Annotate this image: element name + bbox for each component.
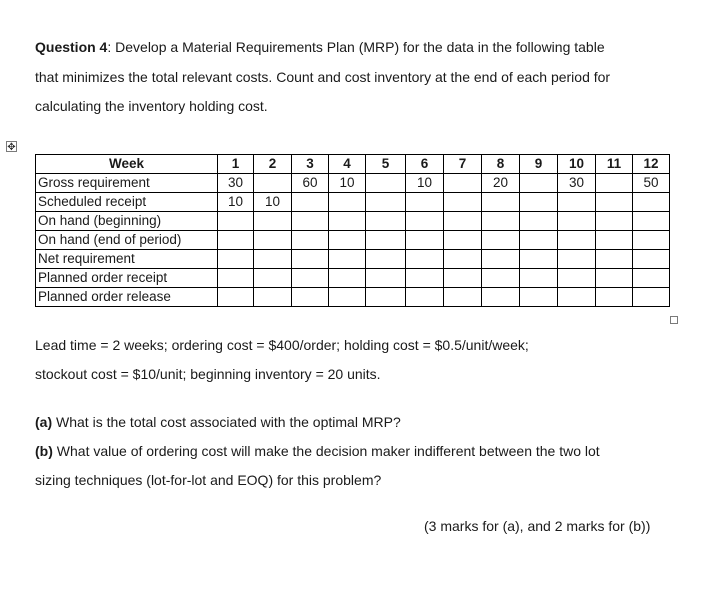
table-value-cell[interactable] [596, 269, 633, 288]
week-number-cell[interactable]: 10 [558, 155, 596, 174]
table-value-cell[interactable] [329, 250, 366, 269]
question-line-1-text: : Develop a Material Requirements Plan (MRP) for the data in the following table [107, 39, 605, 55]
table-header-row [36, 155, 670, 174]
week-number-cell[interactable]: 12 [633, 155, 670, 174]
question-line-1 [35, 39, 605, 55]
table-value-cell[interactable] [254, 288, 292, 307]
week-number-cell[interactable]: 11 [596, 155, 633, 174]
params-line-2: stockout cost = $10/unit; beginning inventory = 20 units. [35, 366, 381, 382]
table-value-cell[interactable] [406, 193, 444, 212]
table-value-cell[interactable] [596, 288, 633, 307]
part-b-text-1: What value of ordering cost will make the decision maker indifferent between the two lot [52, 443, 600, 459]
table-move-handle-icon[interactable]: ✥ [7, 142, 16, 153]
week-number-cell[interactable]: 5 [366, 155, 406, 174]
week-header[interactable]: Week [36, 155, 218, 174]
table-value-cell[interactable] [520, 174, 558, 193]
table-value-cell[interactable] [482, 212, 520, 231]
table-value-cell[interactable] [633, 288, 670, 307]
mrp-table [35, 154, 670, 307]
table-value-cell[interactable] [558, 212, 596, 231]
week-number-cell[interactable]: 9 [520, 155, 558, 174]
table-value-cell[interactable] [366, 193, 406, 212]
table-row [36, 231, 670, 250]
table-value-cell[interactable] [444, 193, 482, 212]
part-b-line-1 [35, 443, 600, 459]
table-value-cell[interactable] [329, 193, 366, 212]
part-a [35, 414, 401, 430]
table-value-cell[interactable] [292, 231, 329, 250]
table-value-cell[interactable] [329, 231, 366, 250]
table-value-cell[interactable]: 10 [254, 193, 292, 212]
table-row [36, 250, 670, 269]
table-value-cell[interactable] [366, 212, 406, 231]
table-value-cell[interactable] [520, 193, 558, 212]
table-value-cell[interactable]: 10 [218, 193, 254, 212]
row-label-cell[interactable]: Scheduled receipt [36, 193, 218, 212]
question-line-3: calculating the inventory holding cost. [35, 98, 268, 114]
week-number-cell[interactable]: 1 [218, 155, 254, 174]
table-row [36, 174, 670, 193]
table-value-cell[interactable] [482, 193, 520, 212]
table-value-cell[interactable] [218, 250, 254, 269]
table-value-cell[interactable] [406, 288, 444, 307]
table-value-cell[interactable] [254, 231, 292, 250]
table-value-cell[interactable] [254, 212, 292, 231]
week-number-cell[interactable]: 4 [329, 155, 366, 174]
table-value-cell[interactable] [482, 288, 520, 307]
table-value-cell[interactable] [292, 193, 329, 212]
table-value-cell[interactable] [406, 269, 444, 288]
part-a-label: (a) [35, 414, 53, 430]
table-value-cell[interactable] [633, 231, 670, 250]
table-value-cell[interactable] [406, 212, 444, 231]
table-value-cell[interactable] [406, 250, 444, 269]
table-value-cell[interactable] [596, 250, 633, 269]
table-value-cell[interactable] [520, 288, 558, 307]
week-number-cell[interactable]: 7 [444, 155, 482, 174]
table-value-cell[interactable] [482, 269, 520, 288]
table-value-cell[interactable] [292, 212, 329, 231]
table-value-cell[interactable]: 20 [482, 174, 520, 193]
table-value-cell[interactable] [520, 212, 558, 231]
table-value-cell[interactable] [254, 250, 292, 269]
table-row [36, 269, 670, 288]
table-resize-handle-icon[interactable] [670, 316, 678, 324]
table-value-cell[interactable] [633, 250, 670, 269]
table-value-cell[interactable] [292, 269, 329, 288]
table-value-cell[interactable] [218, 288, 254, 307]
table-value-cell[interactable] [444, 231, 482, 250]
week-number-cell[interactable]: 2 [254, 155, 292, 174]
row-label-cell[interactable]: Net requirement [36, 250, 218, 269]
table-value-cell[interactable] [520, 250, 558, 269]
table-value-cell[interactable] [218, 212, 254, 231]
table-value-cell[interactable] [558, 288, 596, 307]
table-value-cell[interactable] [254, 174, 292, 193]
table-value-cell[interactable]: 60 [292, 174, 329, 193]
table-value-cell[interactable] [254, 269, 292, 288]
table-value-cell[interactable] [633, 193, 670, 212]
table-value-cell[interactable] [482, 250, 520, 269]
week-number-cell[interactable]: 6 [406, 155, 444, 174]
row-label-cell[interactable]: On hand (beginning) [36, 212, 218, 231]
table-value-cell[interactable]: 30 [558, 174, 596, 193]
table-value-cell[interactable] [596, 174, 633, 193]
part-b-label: (b) [35, 443, 53, 459]
table-value-cell[interactable] [444, 288, 482, 307]
table-value-cell[interactable] [596, 193, 633, 212]
table-value-cell[interactable] [218, 269, 254, 288]
params-line-1: Lead time = 2 weeks; ordering cost = $400/order; holding cost = $0.5/unit/week; [35, 337, 529, 353]
table-value-cell[interactable]: 10 [329, 174, 366, 193]
table-value-cell[interactable] [444, 174, 482, 193]
table-value-cell[interactable] [444, 250, 482, 269]
table-value-cell[interactable] [292, 250, 329, 269]
table-row [36, 212, 670, 231]
table-value-cell[interactable] [558, 193, 596, 212]
table-value-cell[interactable] [633, 269, 670, 288]
table-value-cell[interactable] [596, 231, 633, 250]
row-label-cell[interactable]: On hand (end of period) [36, 231, 218, 250]
question-label: Question 4 [35, 39, 108, 55]
table-value-cell[interactable] [558, 250, 596, 269]
table-value-cell[interactable] [520, 231, 558, 250]
table-value-cell[interactable] [444, 269, 482, 288]
table-value-cell[interactable] [329, 212, 366, 231]
table-value-cell[interactable]: 50 [633, 174, 670, 193]
table-value-cell[interactable] [218, 231, 254, 250]
table-value-cell[interactable] [444, 212, 482, 231]
table-value-cell[interactable] [633, 212, 670, 231]
table-value-cell[interactable] [482, 231, 520, 250]
table-value-cell[interactable]: 30 [218, 174, 254, 193]
table-value-cell[interactable] [366, 269, 406, 288]
table-row [36, 288, 670, 307]
row-label-cell[interactable]: Planned order receipt [36, 269, 218, 288]
part-a-text: What is the total cost associated with the optimal MRP? [52, 414, 401, 430]
table-value-cell[interactable] [329, 269, 366, 288]
table-value-cell[interactable] [366, 231, 406, 250]
marks-note: (3 marks for (a), and 2 marks for (b)) [424, 518, 651, 534]
table-value-cell[interactable]: 10 [406, 174, 444, 193]
part-b-line-2: sizing techniques (lot-for-lot and EOQ) for this problem? [35, 472, 382, 488]
table-value-cell[interactable] [406, 231, 444, 250]
week-number-cell[interactable]: 3 [292, 155, 329, 174]
table-value-cell[interactable] [292, 288, 329, 307]
table-value-cell[interactable] [558, 231, 596, 250]
table-value-cell[interactable] [366, 174, 406, 193]
week-number-cell[interactable]: 8 [482, 155, 520, 174]
question-line-2: that minimizes the total relevant costs. Count and cost inventory at the end of each period for [35, 69, 611, 85]
table-value-cell[interactable] [366, 250, 406, 269]
table-row [36, 193, 670, 212]
table-value-cell[interactable] [596, 212, 633, 231]
row-label-cell[interactable]: Gross requirement [36, 174, 218, 193]
table-value-cell[interactable] [520, 269, 558, 288]
table-value-cell[interactable] [329, 288, 366, 307]
table-value-cell[interactable] [366, 288, 406, 307]
table-value-cell[interactable] [558, 269, 596, 288]
row-label-cell[interactable]: Planned order release [36, 288, 218, 307]
